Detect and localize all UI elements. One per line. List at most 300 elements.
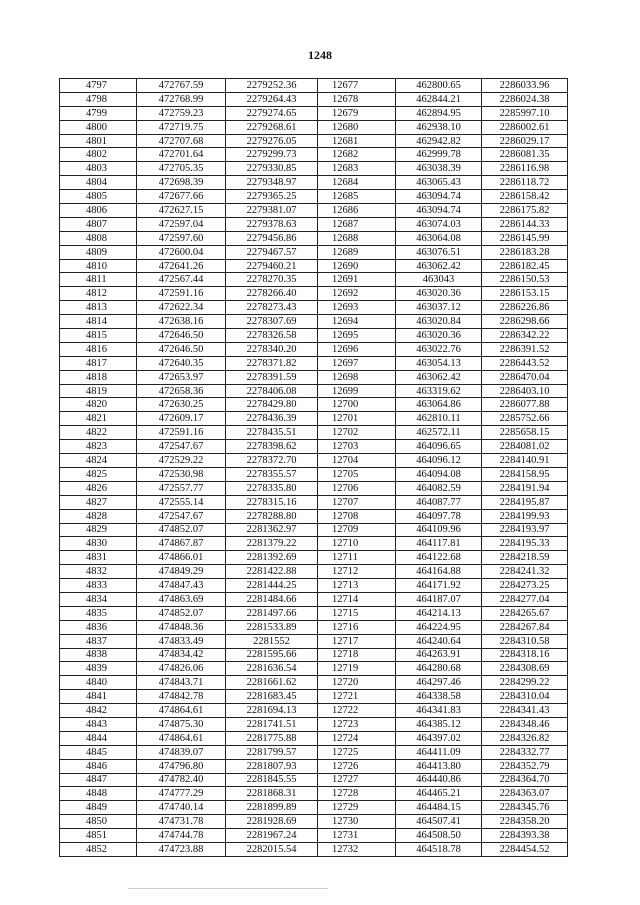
cell-point-id-2: 12711 [318,551,396,565]
cell-point-id-2: 12699 [318,384,396,398]
cell-y-coordinate-2: 2286153.15 [482,287,568,301]
cell-y-coordinate-2: 2284310.58 [482,634,568,648]
cell-y-coordinate: 2281392.69 [226,551,318,565]
cell-point-id: 4834 [60,592,137,606]
cell-x-coordinate-2: 463065.43 [396,176,482,190]
cell-x-coordinate: 474843.71 [137,676,226,690]
cell-point-id: 4817 [60,356,137,370]
cell-point-id: 4805 [60,190,137,204]
cell-y-coordinate-2: 2286298.66 [482,315,568,329]
cell-y-coordinate-2: 2284218.59 [482,551,568,565]
cell-y-coordinate: 2278406.08 [226,384,318,398]
cell-point-id-2: 12716 [318,620,396,634]
cell-point-id-2: 12701 [318,412,396,426]
cell-point-id: 4808 [60,231,137,245]
cell-y-coordinate-2: 2286002.61 [482,120,568,134]
cell-point-id-2: 12694 [318,315,396,329]
cell-x-coordinate: 474875.30 [137,717,226,731]
cell-point-id-2: 12693 [318,301,396,315]
cell-y-coordinate-2: 2284310.04 [482,690,568,704]
cell-x-coordinate-2: 464122.68 [396,551,482,565]
cell-x-coordinate-2: 464109.96 [396,523,482,537]
cell-point-id-2: 12695 [318,329,396,343]
cell-point-id-2: 12719 [318,662,396,676]
cell-x-coordinate-2: 463064.86 [396,398,482,412]
cell-y-coordinate: 2281533.89 [226,620,318,634]
cell-y-coordinate: 2281379.22 [226,537,318,551]
cell-x-coordinate-2: 464187.07 [396,592,482,606]
cell-point-id: 4799 [60,106,137,120]
table-row [60,592,568,606]
cell-x-coordinate-2: 463062.42 [396,259,482,273]
cell-point-id: 4824 [60,454,137,468]
cell-point-id: 4815 [60,329,137,343]
cell-x-coordinate-2: 463064.08 [396,231,482,245]
cell-y-coordinate: 2281694.13 [226,704,318,718]
cell-point-id: 4838 [60,648,137,662]
cell-point-id-2: 12687 [318,217,396,231]
cell-point-id: 4806 [60,204,137,218]
cell-x-coordinate-2: 464280.68 [396,662,482,676]
cell-y-coordinate-2: 2286081.35 [482,148,568,162]
cell-x-coordinate-2: 464224.95 [396,620,482,634]
cell-y-coordinate-2: 2284199.93 [482,509,568,523]
cell-y-coordinate: 2281845.55 [226,773,318,787]
cell-point-id-2: 12706 [318,481,396,495]
cell-point-id: 4814 [60,315,137,329]
cell-point-id: 4810 [60,259,137,273]
cell-x-coordinate: 472597.60 [137,231,226,245]
cell-y-coordinate: 2281799.57 [226,745,318,759]
cell-point-id-2: 12731 [318,829,396,843]
cell-y-coordinate: 2279365.25 [226,190,318,204]
cell-y-coordinate: 2278435.51 [226,426,318,440]
cell-x-coordinate: 472622.34 [137,301,226,315]
cell-y-coordinate-2: 2286403.10 [482,384,568,398]
cell-y-coordinate-2: 2284318.16 [482,648,568,662]
cell-point-id: 4836 [60,620,137,634]
cell-point-id-2: 12685 [318,190,396,204]
cell-y-coordinate: 2281636.54 [226,662,318,676]
cell-y-coordinate: 2279264.43 [226,92,318,106]
cell-y-coordinate: 2281661.62 [226,676,318,690]
cell-point-id: 4798 [60,92,137,106]
cell-x-coordinate-2: 464385.12 [396,717,482,731]
cell-x-coordinate: 472705.35 [137,162,226,176]
table-row [60,259,568,273]
cell-x-coordinate: 472759.23 [137,106,226,120]
cell-x-coordinate: 472547.67 [137,440,226,454]
cell-point-id: 4801 [60,134,137,148]
table-row [60,662,568,676]
cell-x-coordinate-2: 463054.13 [396,356,482,370]
cell-point-id: 4809 [60,245,137,259]
cell-y-coordinate-2: 2284352.79 [482,759,568,773]
cell-x-coordinate: 472658.36 [137,384,226,398]
cell-point-id: 4846 [60,759,137,773]
cell-x-coordinate: 474864.61 [137,731,226,745]
cell-y-coordinate: 2278288.80 [226,509,318,523]
table-row [60,801,568,815]
table-row [60,162,568,176]
table-row [60,92,568,106]
cell-y-coordinate-2: 2286145.99 [482,231,568,245]
cell-point-id: 4840 [60,676,137,690]
table-row [60,537,568,551]
page-number: 1248 [308,48,332,62]
table-row [60,495,568,509]
cell-x-coordinate-2: 463074.03 [396,217,482,231]
cell-x-coordinate-2: 464484.15 [396,801,482,815]
cell-x-coordinate: 472638.16 [137,315,226,329]
table-row [60,190,568,204]
cell-x-coordinate-2: 463094.74 [396,204,482,218]
cell-x-coordinate: 474867.87 [137,537,226,551]
cell-x-coordinate-2: 463062.42 [396,370,482,384]
cell-x-coordinate-2: 463043 [396,273,482,287]
cell-point-id: 4797 [60,79,137,93]
cell-y-coordinate-2: 2284332.77 [482,745,568,759]
cell-x-coordinate: 472597.04 [137,217,226,231]
cell-y-coordinate: 2279268.61 [226,120,318,134]
table-row [60,815,568,829]
cell-x-coordinate-2: 462810.11 [396,412,482,426]
cell-point-id-2: 12691 [318,273,396,287]
cell-x-coordinate: 472630.25 [137,398,226,412]
cell-point-id-2: 12718 [318,648,396,662]
cell-y-coordinate: 2278436.39 [226,412,318,426]
cell-point-id-2: 12686 [318,204,396,218]
cell-y-coordinate-2: 2284454.52 [482,842,568,856]
cell-y-coordinate: 2278398.62 [226,440,318,454]
cell-x-coordinate-2: 462938.10 [396,120,482,134]
cell-y-coordinate-2: 2284191.94 [482,481,568,495]
cell-point-id: 4823 [60,440,137,454]
cell-x-coordinate: 474731.78 [137,815,226,829]
cell-point-id-2: 12725 [318,745,396,759]
cell-y-coordinate: 2281552 [226,634,318,648]
cell-x-coordinate-2: 464214.13 [396,606,482,620]
cell-y-coordinate: 2279378.63 [226,217,318,231]
cell-point-id: 4821 [60,412,137,426]
cell-y-coordinate-2: 2285658.15 [482,426,568,440]
cell-x-coordinate-2: 464338.58 [396,690,482,704]
cell-y-coordinate-2: 2286470.04 [482,370,568,384]
cell-point-id: 4849 [60,801,137,815]
cell-point-id: 4837 [60,634,137,648]
table-row [60,731,568,745]
cell-x-coordinate-2: 464341.83 [396,704,482,718]
cell-point-id: 4851 [60,829,137,843]
cell-x-coordinate: 474839.07 [137,745,226,759]
cell-y-coordinate: 2281899.89 [226,801,318,815]
cell-point-id: 4833 [60,579,137,593]
table-row [60,676,568,690]
cell-y-coordinate-2: 2286183.28 [482,245,568,259]
cell-x-coordinate-2: 463022.76 [396,342,482,356]
cell-point-id: 4848 [60,787,137,801]
cell-point-id: 4832 [60,565,137,579]
cell-y-coordinate: 2281807.93 [226,759,318,773]
table-row [60,481,568,495]
cell-point-id: 4811 [60,273,137,287]
cell-x-coordinate: 474852.07 [137,606,226,620]
cell-y-coordinate: 2279274.65 [226,106,318,120]
cell-y-coordinate-2: 2286391.52 [482,342,568,356]
page-bottom-rule [128,888,328,889]
table-row [60,620,568,634]
cell-y-coordinate: 2281683.45 [226,690,318,704]
cell-point-id-2: 12732 [318,842,396,856]
cell-x-coordinate-2: 462942.82 [396,134,482,148]
cell-x-coordinate: 472567.44 [137,273,226,287]
table-row [60,773,568,787]
cell-y-coordinate: 2278326.58 [226,329,318,343]
table-row [60,273,568,287]
cell-y-coordinate-2: 2286342.22 [482,329,568,343]
cell-y-coordinate: 2279381.07 [226,204,318,218]
cell-y-coordinate: 2279330.85 [226,162,318,176]
table-row [60,634,568,648]
table-row [60,565,568,579]
cell-y-coordinate-2: 2286443.52 [482,356,568,370]
cell-point-id-2: 12702 [318,426,396,440]
cell-y-coordinate: 2278307.69 [226,315,318,329]
cell-y-coordinate-2: 2286029.17 [482,134,568,148]
cell-point-id-2: 12710 [318,537,396,551]
cell-y-coordinate-2: 2286077.88 [482,398,568,412]
table-row [60,787,568,801]
cell-y-coordinate: 2278372.70 [226,454,318,468]
cell-x-coordinate: 472768.99 [137,92,226,106]
table-row [60,79,568,93]
cell-x-coordinate-2: 463076.51 [396,245,482,259]
cell-y-coordinate-2: 2286226.86 [482,301,568,315]
cell-x-coordinate-2: 464411.09 [396,745,482,759]
cell-x-coordinate: 472627.15 [137,204,226,218]
cell-x-coordinate: 474744.78 [137,829,226,843]
cell-x-coordinate-2: 462572.11 [396,426,482,440]
cell-point-id-2: 12727 [318,773,396,787]
cell-point-id-2: 12703 [318,440,396,454]
cell-x-coordinate: 474852.07 [137,523,226,537]
cell-y-coordinate: 2279456.86 [226,231,318,245]
cell-y-coordinate-2: 2284358.20 [482,815,568,829]
cell-x-coordinate-2: 464096.12 [396,454,482,468]
cell-y-coordinate-2: 2284348.46 [482,717,568,731]
cell-x-coordinate: 472640.35 [137,356,226,370]
table-row [60,551,568,565]
cell-point-id: 4816 [60,342,137,356]
cell-point-id: 4843 [60,717,137,731]
cell-y-coordinate: 2278335.80 [226,481,318,495]
cell-y-coordinate-2: 2284345.76 [482,801,568,815]
cell-point-id-2: 12709 [318,523,396,537]
cell-x-coordinate-2: 464082.59 [396,481,482,495]
cell-y-coordinate-2: 2284364.70 [482,773,568,787]
table-row [60,398,568,412]
cell-x-coordinate-2: 462894.95 [396,106,482,120]
cell-y-coordinate-2: 2284241.32 [482,565,568,579]
cell-y-coordinate: 2279276.05 [226,134,318,148]
cell-point-id: 4850 [60,815,137,829]
coordinates-table [59,78,568,857]
cell-point-id-2: 12713 [318,579,396,593]
cell-y-coordinate: 2278391.59 [226,370,318,384]
cell-x-coordinate-2: 464096.65 [396,440,482,454]
cell-y-coordinate: 2282015.54 [226,842,318,856]
table-row [60,384,568,398]
cell-x-coordinate: 472609.17 [137,412,226,426]
cell-y-coordinate: 2278355.57 [226,467,318,481]
cell-point-id-2: 12729 [318,801,396,815]
cell-point-id-2: 12724 [318,731,396,745]
cell-point-id: 4839 [60,662,137,676]
cell-y-coordinate-2: 2284326.82 [482,731,568,745]
cell-y-coordinate-2: 2286182.45 [482,259,568,273]
cell-y-coordinate-2: 2286150.53 [482,273,568,287]
cell-point-id-2: 12678 [318,92,396,106]
cell-y-coordinate: 2279467.57 [226,245,318,259]
table-row [60,148,568,162]
cell-y-coordinate: 2278429.80 [226,398,318,412]
cell-x-coordinate: 472767.59 [137,79,226,93]
cell-x-coordinate: 472698.39 [137,176,226,190]
cell-y-coordinate-2: 2284308.69 [482,662,568,676]
cell-point-id-2: 12723 [318,717,396,731]
cell-y-coordinate: 2278315.16 [226,495,318,509]
cell-point-id-2: 12688 [318,231,396,245]
cell-point-id-2: 12690 [318,259,396,273]
cell-y-coordinate: 2281741.51 [226,717,318,731]
table-row [60,454,568,468]
cell-y-coordinate-2: 2284299.22 [482,676,568,690]
cell-x-coordinate: 474847.43 [137,579,226,593]
cell-point-id: 4818 [60,370,137,384]
cell-y-coordinate-2: 2284193.97 [482,523,568,537]
table-row [60,606,568,620]
cell-x-coordinate: 474723.88 [137,842,226,856]
table-row [60,648,568,662]
table-row [60,342,568,356]
cell-x-coordinate-2: 463020.84 [396,315,482,329]
cell-x-coordinate-2: 464518.78 [396,842,482,856]
cell-x-coordinate: 474864.61 [137,704,226,718]
cell-x-coordinate: 472557.77 [137,481,226,495]
cell-point-id-2: 12700 [318,398,396,412]
table-row [60,467,568,481]
cell-point-id-2: 12684 [318,176,396,190]
cell-x-coordinate-2: 464507.41 [396,815,482,829]
cell-x-coordinate: 474796.80 [137,759,226,773]
cell-x-coordinate: 472701.64 [137,148,226,162]
cell-point-id-2: 12726 [318,759,396,773]
cell-x-coordinate-2: 464297.46 [396,676,482,690]
cell-y-coordinate-2: 2284393.38 [482,829,568,843]
cell-x-coordinate: 474842.78 [137,690,226,704]
cell-y-coordinate-2: 2286158.42 [482,190,568,204]
cell-point-id-2: 12689 [318,245,396,259]
cell-x-coordinate-2: 464240.64 [396,634,482,648]
table-row [60,759,568,773]
cell-x-coordinate-2: 464508.50 [396,829,482,843]
cell-x-coordinate: 474826.06 [137,662,226,676]
cell-point-id-2: 12730 [318,815,396,829]
cell-x-coordinate-2: 462800.65 [396,79,482,93]
cell-y-coordinate: 2281868.31 [226,787,318,801]
cell-y-coordinate: 2278273.43 [226,301,318,315]
cell-x-coordinate-2: 464097.78 [396,509,482,523]
table-row [60,426,568,440]
cell-y-coordinate-2: 2286144.33 [482,217,568,231]
cell-point-id-2: 12682 [318,148,396,162]
cell-x-coordinate-2: 464094.08 [396,467,482,481]
cell-x-coordinate: 472591.16 [137,426,226,440]
table-row [60,329,568,343]
cell-x-coordinate: 474834.42 [137,648,226,662]
cell-point-id: 4847 [60,773,137,787]
cell-y-coordinate: 2281362.97 [226,523,318,537]
cell-point-id-2: 12721 [318,690,396,704]
cell-point-id: 4830 [60,537,137,551]
cell-point-id-2: 12717 [318,634,396,648]
cell-y-coordinate: 2281775.88 [226,731,318,745]
cell-y-coordinate-2: 2284265.67 [482,606,568,620]
cell-point-id: 4841 [60,690,137,704]
cell-point-id: 4852 [60,842,137,856]
cell-y-coordinate: 2281928.69 [226,815,318,829]
cell-x-coordinate: 474740.14 [137,801,226,815]
cell-y-coordinate: 2281422.88 [226,565,318,579]
cell-x-coordinate-2: 463037.12 [396,301,482,315]
cell-point-id-2: 12680 [318,120,396,134]
cell-point-id-2: 12707 [318,495,396,509]
cell-point-id: 4813 [60,301,137,315]
cell-y-coordinate-2: 2284195.33 [482,537,568,551]
cell-point-id: 4828 [60,509,137,523]
cell-y-coordinate: 2281497.66 [226,606,318,620]
cell-x-coordinate: 474848.36 [137,620,226,634]
cell-point-id-2: 12677 [318,79,396,93]
table-row [60,134,568,148]
cell-x-coordinate-2: 464440.86 [396,773,482,787]
table-row [60,370,568,384]
cell-x-coordinate: 474833.49 [137,634,226,648]
cell-y-coordinate-2: 2284363.07 [482,787,568,801]
cell-point-id: 4826 [60,481,137,495]
cell-y-coordinate-2: 2284341.43 [482,704,568,718]
cell-point-id-2: 12696 [318,342,396,356]
cell-x-coordinate: 472719.75 [137,120,226,134]
cell-x-coordinate-2: 462844.21 [396,92,482,106]
cell-y-coordinate: 2281484.66 [226,592,318,606]
cell-point-id-2: 12704 [318,454,396,468]
cell-x-coordinate: 474849.29 [137,565,226,579]
cell-x-coordinate-2: 463094.74 [396,190,482,204]
cell-point-id-2: 12681 [318,134,396,148]
cell-point-id-2: 12712 [318,565,396,579]
cell-x-coordinate-2: 464413.80 [396,759,482,773]
cell-x-coordinate-2: 464397.02 [396,731,482,745]
cell-x-coordinate: 474782.40 [137,773,226,787]
cell-y-coordinate-2: 2286033.96 [482,79,568,93]
cell-y-coordinate: 2281444.25 [226,579,318,593]
cell-y-coordinate: 2278270.35 [226,273,318,287]
cell-point-id-2: 12708 [318,509,396,523]
cell-x-coordinate: 472677.66 [137,190,226,204]
cell-point-id-2: 12728 [318,787,396,801]
table-row [60,717,568,731]
